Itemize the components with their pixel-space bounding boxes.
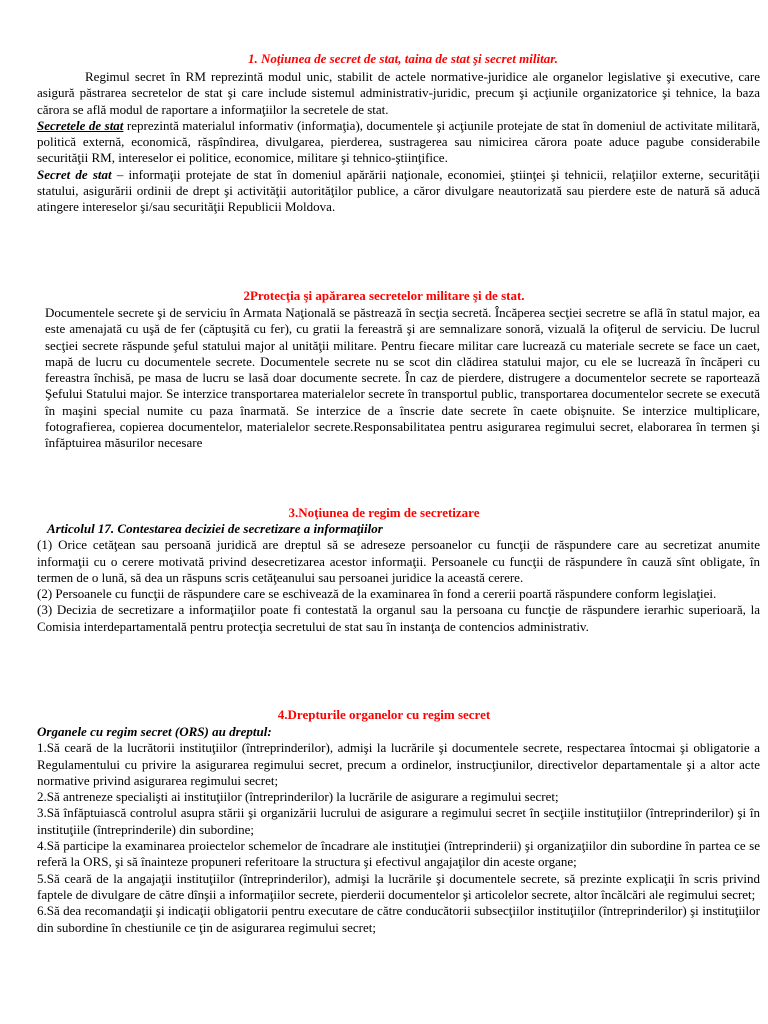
section-3-body [37, 521, 760, 635]
section-2-body [45, 305, 760, 452]
right-item-2: 2.Să antreneze specialişti ai instituţiilor (întreprinderilor) la lucrările de asigurare a regimului secret; [37, 789, 559, 805]
definition-label: Secretele de stat [37, 117, 124, 133]
right-item-1: 1.Să ceară de la lucrătorii instituţiilor (întreprinderilor), admişi la lucrările şi documentele secrete, respectarea întocmai şi obligatorie a Regulamentului cu privire la asigurarea regimului secret, precum a ordinelor, instrucţiunilor, directivelor departamentale şi a altor acte normative privind asigurarea regimului secret; [37, 740, 760, 788]
section-3-heading: 3.Noţiunea de regim de secretizare [288, 505, 480, 520]
section-1-intro: Regimul secret în RM reprezintă modul unic, stabilit de actele normative-juridice ale organelor legislative şi executive, care asigură păstrarea secretelor de stat şi care include sistemul administrativ-juridic, precum şi acţiunile organizatorice şi tehnice, la baza cărora se află modul de raportare a informaţiilor la secretele de stat. [37, 69, 760, 117]
secret-de-stat-definition [37, 167, 760, 216]
section-1-body [37, 69, 760, 216]
article-paragraph-2: (2) Persoanele cu funcţii de răspundere care se eschivează de la examinarea în fond a cererii poartă răspundere conform legislaţiei. [37, 586, 717, 602]
definition-label: Secret de stat [37, 166, 112, 182]
right-item-6: 6.Să dea recomandaţii şi indicaţii obligatorii pentru executare de către conducătorii subsecţiilor instituţiilor (întreprinderilor) şi instituţiilor din subordine în chestiunile ce ţin de asigurarea regimului secret; [37, 903, 760, 935]
section-4-subheading: Organele cu regim secret (ORS) au dreptul: [37, 724, 272, 739]
right-item-3: 3.Să înfăptuiască controlul asupra stării şi organizării lucrului de asigurare a regimului secret în secţiile instituţiilor (întreprinderilor) şi în instituţiile (întreprinderile) din subordine; [37, 805, 760, 837]
section-2-heading: 2Protecţia şi apărarea secretelor militare şi de stat. [243, 288, 525, 303]
section-4-heading: 4.Drepturile organelor cu regim secret [277, 707, 491, 722]
article-17-title: Articolul 17. Contestarea deciziei de secretizare a informaţiilor [47, 521, 383, 536]
article-paragraph-1: (1) Orice cetăţean sau persoană juridică are dreptul să se adreseze persoanelor cu funcţii de răspundere care au secretizat anumite informaţii cu o cerere motivată privind desecretizarea acestor informaţii. Persoanele cu funcţii de răspundere în cauză sînt obligate, în termen de o lună, să dea un răspuns scris cetăţeanului sau persoanei juridice la această cerere. [37, 537, 760, 585]
right-item-5: 5.Să ceară de la angajaţii instituţiilor (întreprinderilor), admişi la lucrările şi documentele secrete, să prezinte explicaţii în scris privind faptele de divulgare de către dînşii a informaţiilor secrete, pierderii documentelor şi articolelor secrete, altor încălcări ale regimului secret; [37, 870, 760, 902]
section-1-heading: 1. Noţiunea de secret de stat, taina de stat şi secret militar. [248, 51, 558, 66]
secretele-de-stat-definition [37, 118, 760, 167]
section-4-body [37, 724, 760, 936]
section-2-paragraph: Documentele secrete şi de serviciu în Armata Naţională se păstrează în secţia secretă. Încăperea secţiei secretre se află în statul major, ea este amenajată cu uşă de fer (căptuşită cu fer), cu gratii la fereastră şi are semnalizare sonoră, vizuală la ofiţerul de serviciu. De lucrul secţiei secrete răspunde şeful statului major al unităţii militare. Pentru fiecare militar care lucrează cu materiale secrete se face un caet, mapă de lucru cu documentele secrete. Documentele secrete nu se scot din clădirea statului major, cu ele se lucrează în încăperi cu fereastra închisă, pe masa de lucru se lasă doar documente secrete. În caz de pierdere, distrugere a documentelor secrete se raportează Şefului Statului major. Se interzice transportarea materialelor secrete în transportul public, transportarea documentelor secrete se execută în maşini special numite cu paza înarmată. Se interzice de a înscrie date secrete în caete obişnuite. Se interzice multiplicare, fotografierea, copierea documentelor, materialelor secrete.Responsabilitatea pentru asigurarea regimului secret, elaborarea în termen şi înfăptuirea măsurilor necesare [45, 305, 760, 451]
definition-text: – informaţii protejate de stat în domeniul apărării naţionale, economiei, ştiinţei şi tehnicii, relaţiilor externe, securităţii statului, asigurării ordinii de drept şi activităţii autorităţilor publice, a căror divulgare neautorizată sau pierdere este de natură să aducă atingere intereselor şi/sau securităţii Republicii Moldova. [37, 166, 761, 215]
article-paragraph-3: (3) Decizia de secretizare a informaţiilor poate fi contestată la organul sau la persoana cu funcţie de răspundere ierarhic superioară, la Comisia interdepartamentală pentru protecţia secretului de stat sau în instanţa de contencios administrativ. [37, 602, 760, 634]
definition-text: reprezintă materialul informativ (informaţia), documentele şi acţiunile protejate de stat în domeniul de activitate militară, politică externă, economică, răspîndirea, divulgarea, pierderea, sustragerea sau nimicirea cărora poate aduce pagube considerabile securităţii RM, intereselor ei politice, economice, militare şi tehnico-ştiinţifice. [37, 117, 760, 166]
right-item-4: 4.Să participe la examinarea proiectelor schemelor de încadrare ale instituţiei (întreprinderii) şi organizaţiilor din subordine în partea ce se referă la ORS, şi să înainteze propuneri referitoare la structura şi efectivul angajaţilor din aceste organe; [37, 838, 760, 870]
